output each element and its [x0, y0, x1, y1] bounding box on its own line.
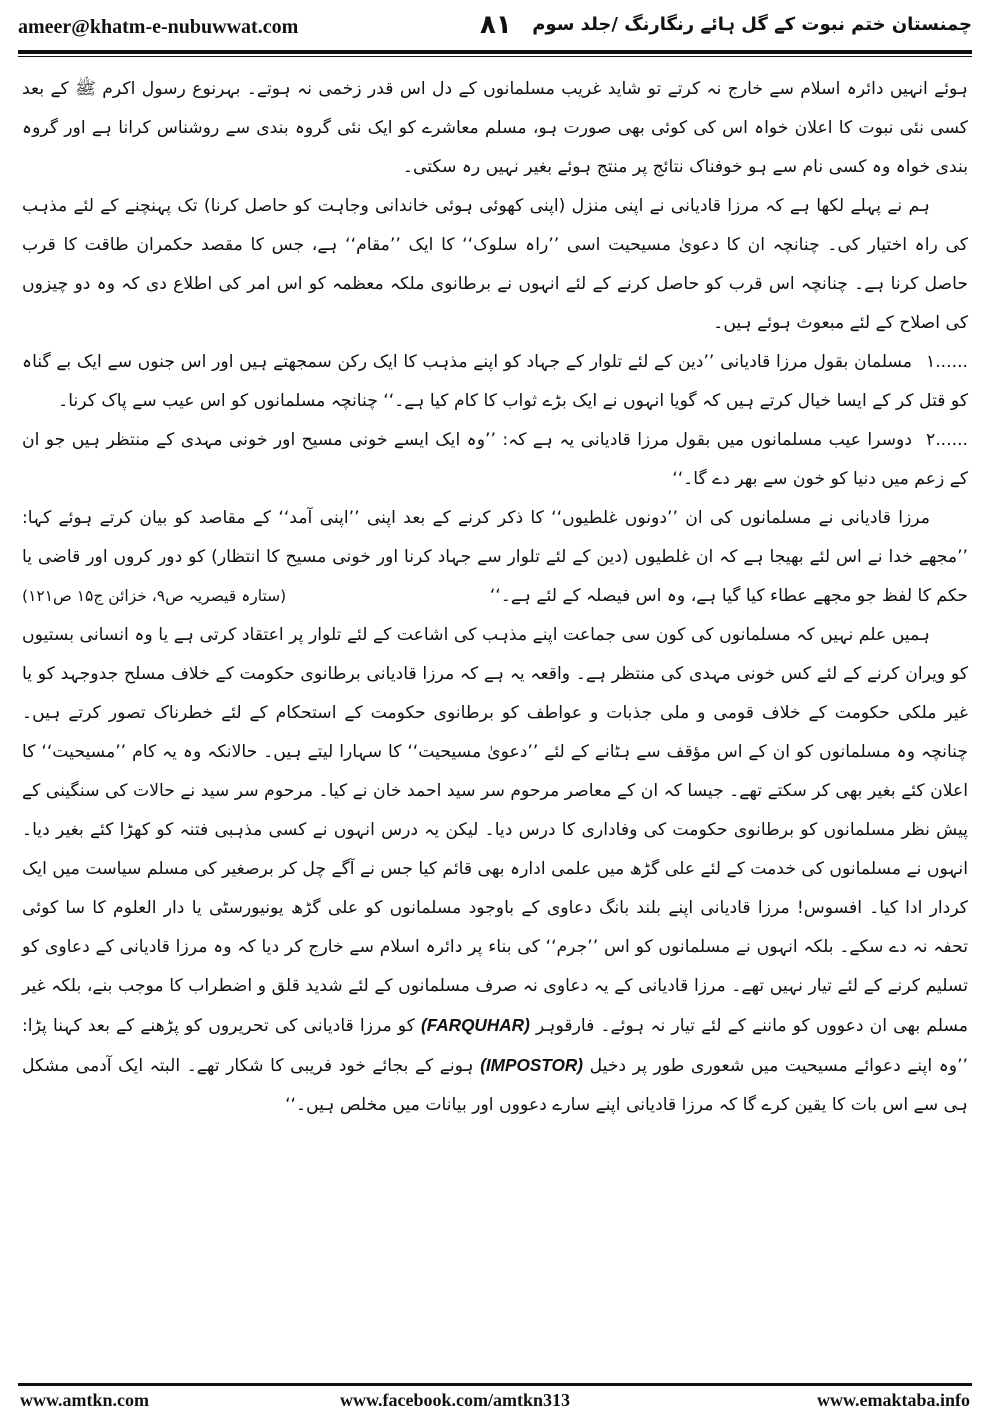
list-item-2	[22, 421, 968, 499]
list-item-2-number: ۲......	[925, 430, 968, 450]
paragraph-4-part-b: کو مرزا قادیانی کی تحریروں کو پڑھنے کے بعد کہنا پڑا: ’’وہ اپنے دعوائے مسیحیت میں شعوری طور پر دخیل	[22, 1016, 968, 1076]
page-header	[10, 10, 980, 48]
footer-link-amtkn[interactable]: www.amtkn.com	[20, 1390, 149, 1410]
paragraph-4-part-a: ہمیں علم نہیں کہ مسلمانوں کی کون سی جماعت اپنے مذہب کی اشاعت کے لئے تلوار پر اعتقاد کرتی ہے یا وہ انسانی بستیوں کو ویران کرنے کے لئے کس خونی مہدی کی منتظر ہے۔ واقعہ یہ ہے کہ مرزا قادیانی برطانوی حکومت کے خلاف مسلح جدوجہد کو یا غیر ملکی حکومت کے خلاف قومی و ملی جذبات و عواطف کو برطانوی حکومت کے استحکام کے لئے خطرناک تصور کرتے ہیں۔ چنانچہ وہ مسلمانوں کو ان کے اس مؤقف سے ہٹانے کے لئے ’’دعویٰ مسیحیت‘‘ کا سہارا لیتے ہیں۔ حالانکہ وہ یہ کام ’’مسیحیت‘‘ کا اعلان کئے بغیر بھی کر سکتے تھے۔ جیسا کہ ان کے معاصر مرحوم سر سید احمد خان نے کیا۔ مرحوم سر سید نے حالات کی سنگینی کے پیش نظر مسلمانوں کو برطانوی حکومت کی وفاداری کا درس دیا۔ لیکن یہ درس انہوں نے کسی مذہبی فتنہ کو کھڑا کئے بغیر دیا۔ انہوں نے مسلمانوں کی خدمت کے لئے علی گڑھ میں علمی ادارہ بھی قائم کیا جس نے آگے چل کر برصغیر کی مسلم سیاست میں ایک کردار ادا کیا۔ افسوس! مرزا قادیانی اپنے بلند بانگ دعاوی کے باوجود مسلمانوں کو علی گڑھ یونیورسٹی یا دار العلوم کا سا کوئی تحفہ نہ دے سکے۔ بلکہ انہوں نے مسلمانوں کو اس ’’جرم‘‘ کی بناء پر دائرہ اسلام سے خارج کر دیا کہ وہ مرزا قادیانی کے دعاوی کو تسلیم کرنے کے لئے تیار نہیں تھے۔ مرزا قادیانی کے یہ دعاوی نہ صرف مسلمانوں کے لئے شدید قلق و اضطراب کا موجب بنے، بلکہ غیر مسلم بھی ان دعووں کو ماننے کے لئے تیار نہ ہوئے۔ فارقوہر	[21, 625, 968, 1036]
page-body	[22, 70, 968, 1375]
footer-rule	[18, 1383, 972, 1386]
paragraph-4-part-c: ہونے کے بجائے خود فریبی کا شکار تھے۔ البتہ ایک آدمی مشکل ہی سے اس بات کا یقین کرے گا کہ مرزا قادیانی اپنے سارے دعووں اور بیانات میں مخلص ہیں۔‘‘	[22, 1056, 968, 1115]
list-item-2-text: دوسرا عیب مسلمانوں میں بقول مرزا قادیانی یہ ہے کہ: ’’وہ ایک ایسے خونی مسیح اور خونی مہدی کے منتظر ہیں جو ان کے زعم میں دنیا کو خون سے بھر دے گا۔‘‘	[22, 430, 968, 489]
list-item-1	[22, 343, 968, 421]
paragraph-3: مرزا قادیانی نے مسلمانوں کی ان ’’دونوں غلطیوں‘‘ کا ذکر کرنے کے بعد اپنی ’’اپنی آمد‘‘ کے مقاصد کو بیان کرتے ہوئے کہا: ’’مجھے خدا نے اس لئے بھیجا ہے کہ ان غلطیوں (دین کے لئے تلوار سے جہاد کرنا اور خونی مسیح کا انتظار) کو دور کروں اور قاضی یا حکم کا لفظ جو مجھے عطاء کیا گیا ہے، وہ اس فیصلہ کے لئے ہے۔‘‘	[22, 508, 968, 606]
header-rule-thick	[18, 50, 972, 54]
paragraph-1: ہوئے انہیں دائرہ اسلام سے خارج نہ کرتے تو شاید غریب مسلمانوں کے دل اس قدر زخمی نہ ہوتے۔ بہرنوع رسول اکرم ﷺ کے بعد کسی نئی نبوت کا اعلان خواہ اس کی کوئی بھی صورت ہو، مسلم معاشرے کو ایک نئی گروہ بندی سے روشناس کرانا ہے اور گروہ بندی خواہ وہ کسی نام سے ہو خوفناک نتائج پر منتج ہوئے بغیر نہیں رہ سکتی۔	[22, 79, 968, 177]
header-rule-thin	[18, 56, 972, 57]
citation: (ستارہ قیصریہ ص۹، خزائن ج۱۵ ص۱۲۱)	[22, 587, 287, 605]
english-term-impostor: (IMPOSTOR)	[480, 1055, 583, 1075]
english-term-farquhar: (FARQUHAR)	[420, 1015, 530, 1035]
page-number: ۸۱	[480, 10, 512, 40]
book-title: چمنستان ختم نبوت کے گل ہائے رنگارنگ /جلد سوم	[532, 14, 972, 35]
paragraph-2: ہم نے پہلے لکھا ہے کہ مرزا قادیانی نے اپنی منزل (اپنی کھوئی ہوئی خاندانی وجاہت کو حاصل کرنا) تک پہنچنے کے لئے مذہب کی راہ اختیار کی۔ چنانچہ ان کا دعویٰ مسیحیت اسی ’’راہ سلوک‘‘ کا ایک ’’مقام‘‘ ہے، جس کا مقصد حکمران طاقت کا قرب حاصل کرنا ہے۔ چنانچہ اس قرب کو حاصل کرنے کے لئے انہوں نے برطانوی ملکہ معظمہ کو اس امر کی اطلاع دی کہ وہ دو چیزوں کی اصلاح کے لئے مبعوث ہوئے ہیں۔	[22, 196, 968, 333]
footer-link-facebook[interactable]: www.facebook.com/amtkn313	[340, 1390, 570, 1410]
list-item-1-text: مسلمان بقول مرزا قادیانی ’’دین کے لئے تلوار کے جہاد کو اپنے مذہب کا ایک رکن سمجھتے ہیں اور اس جنوں سے ایک بے گناہ کو قتل کر کے ایسا خیال کرتے ہیں کہ گویا انہوں نے ایک بڑے ثواب کا کام کیا ہے۔‘‘ چنانچہ مسلمانوں کو اس عیب سے پاک کرنا۔	[22, 352, 968, 411]
page-footer	[10, 1390, 980, 1416]
list-item-1-number: ۱......	[925, 352, 968, 372]
paragraph-4	[22, 616, 968, 1125]
header-email[interactable]: ameer@khatm-e-nubuwwat.com	[18, 16, 299, 38]
footer-link-emaktaba[interactable]: www.emaktaba.info	[816, 1390, 970, 1410]
